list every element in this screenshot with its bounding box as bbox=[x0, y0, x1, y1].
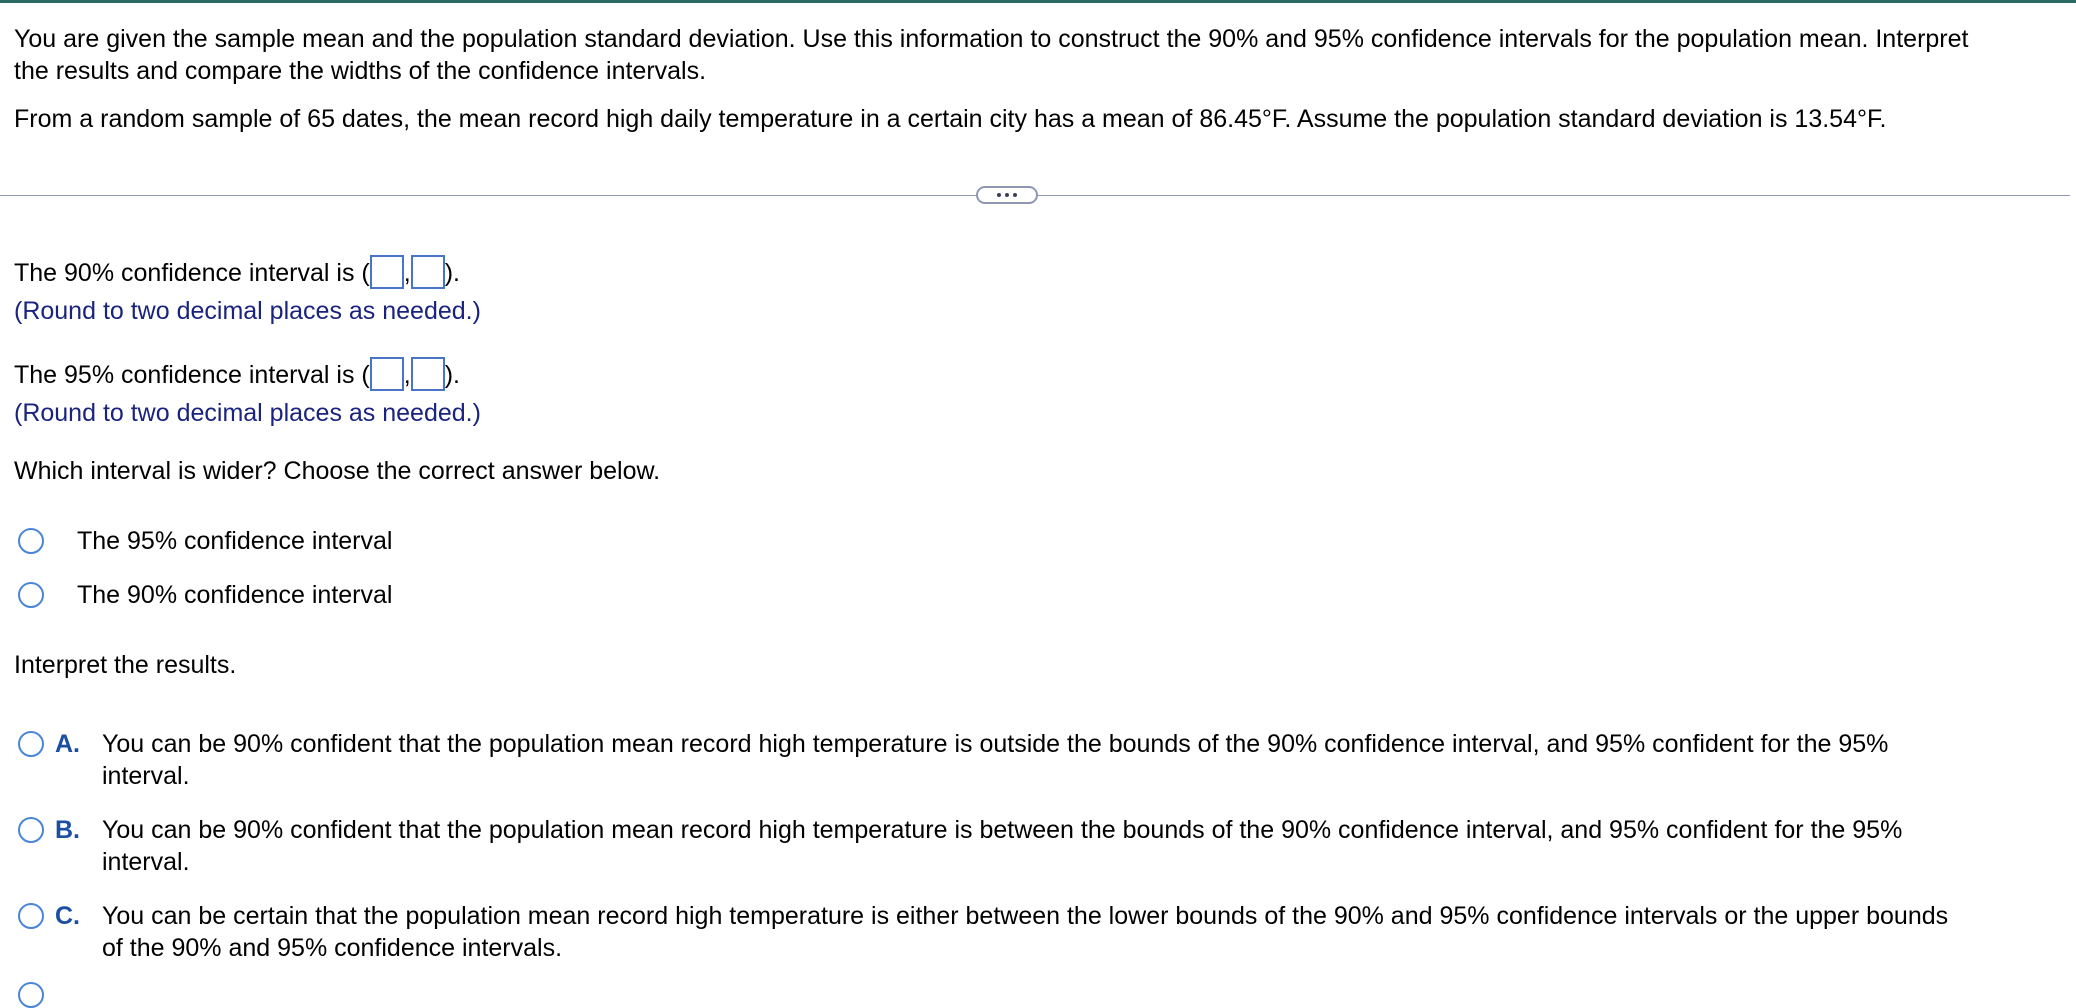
interpret-option-c-line-1[interactable]: You can be certain that the population mean record high temperature is either between the lower bounds of the 90% and 95% confidence intervals or the upper bounds bbox=[102, 902, 1949, 930]
interpret-option-a-line-1[interactable]: You can be 90% confident that the population mean record high temperature is outside the bounds of the 90% confidence interval, and 95% confident for the 95% bbox=[102, 730, 1889, 758]
interpret-option-d-radio[interactable] bbox=[18, 982, 44, 1008]
interpret-option-b-line-1[interactable]: You can be 90% confident that the population mean record high temperature is between the bounds of the 90% confidence interval, and 95% confident for the 95% bbox=[102, 816, 1903, 844]
ci90-separator: , bbox=[403, 259, 411, 287]
ci95-separator: , bbox=[403, 361, 411, 389]
wider-question: Which interval is wider? Choose the correct answer below. bbox=[14, 457, 661, 485]
wider-option-2-radio[interactable] bbox=[18, 582, 44, 608]
interpret-option-a-letter: A. bbox=[55, 730, 80, 758]
interpret-option-b-radio[interactable] bbox=[18, 817, 44, 843]
wider-option-2-label[interactable]: The 90% confidence interval bbox=[77, 581, 393, 609]
ci95-prefix: The 95% confidence interval is ( bbox=[14, 361, 370, 389]
ci90-lower-input[interactable] bbox=[370, 255, 404, 289]
wider-option-1-label[interactable]: The 95% confidence interval bbox=[77, 527, 393, 555]
interpret-option-c-letter: C. bbox=[55, 902, 80, 930]
interpret-option-c-radio[interactable] bbox=[18, 903, 44, 929]
ci95-row bbox=[14, 359, 460, 391]
show-more-button[interactable] bbox=[976, 186, 1038, 204]
top-rule bbox=[0, 0, 2076, 3]
ci90-rounding-hint: (Round to two decimal places as needed.) bbox=[14, 297, 481, 325]
intro-line-2: the results and compare the widths of the confidence intervals. bbox=[14, 57, 707, 85]
ci95-upper-input[interactable] bbox=[411, 357, 445, 391]
ellipsis-icon bbox=[997, 193, 1017, 197]
interpret-option-b-line-2[interactable]: interval. bbox=[102, 848, 190, 876]
data-text: From a random sample of 65 dates, the mean record high daily temperature in a certain city has a mean of 86.45°F. Assume the population standard deviation is 13.54°F. bbox=[14, 105, 1887, 133]
ci90-suffix: ). bbox=[444, 259, 460, 287]
interpret-option-a-line-2[interactable]: interval. bbox=[102, 762, 190, 790]
ci95-lower-input[interactable] bbox=[370, 357, 404, 391]
wider-option-1-radio[interactable] bbox=[18, 528, 44, 554]
ci95-rounding-hint: (Round to two decimal places as needed.) bbox=[14, 399, 481, 427]
interpret-option-c-line-2[interactable]: of the 90% and 95% confidence intervals. bbox=[102, 934, 563, 962]
interpret-question: Interpret the results. bbox=[14, 651, 237, 679]
interpret-option-b-letter: B. bbox=[55, 816, 80, 844]
ci90-prefix: The 90% confidence interval is ( bbox=[14, 259, 370, 287]
intro-line-1: You are given the sample mean and the population standard deviation. Use this information to construct the 90% and 95% confidence intervals for the population mean. Interpret bbox=[14, 25, 1969, 53]
ci90-upper-input[interactable] bbox=[411, 255, 445, 289]
interpret-option-a-radio[interactable] bbox=[18, 731, 44, 757]
ci90-row bbox=[14, 257, 460, 289]
ci95-suffix: ). bbox=[444, 361, 460, 389]
